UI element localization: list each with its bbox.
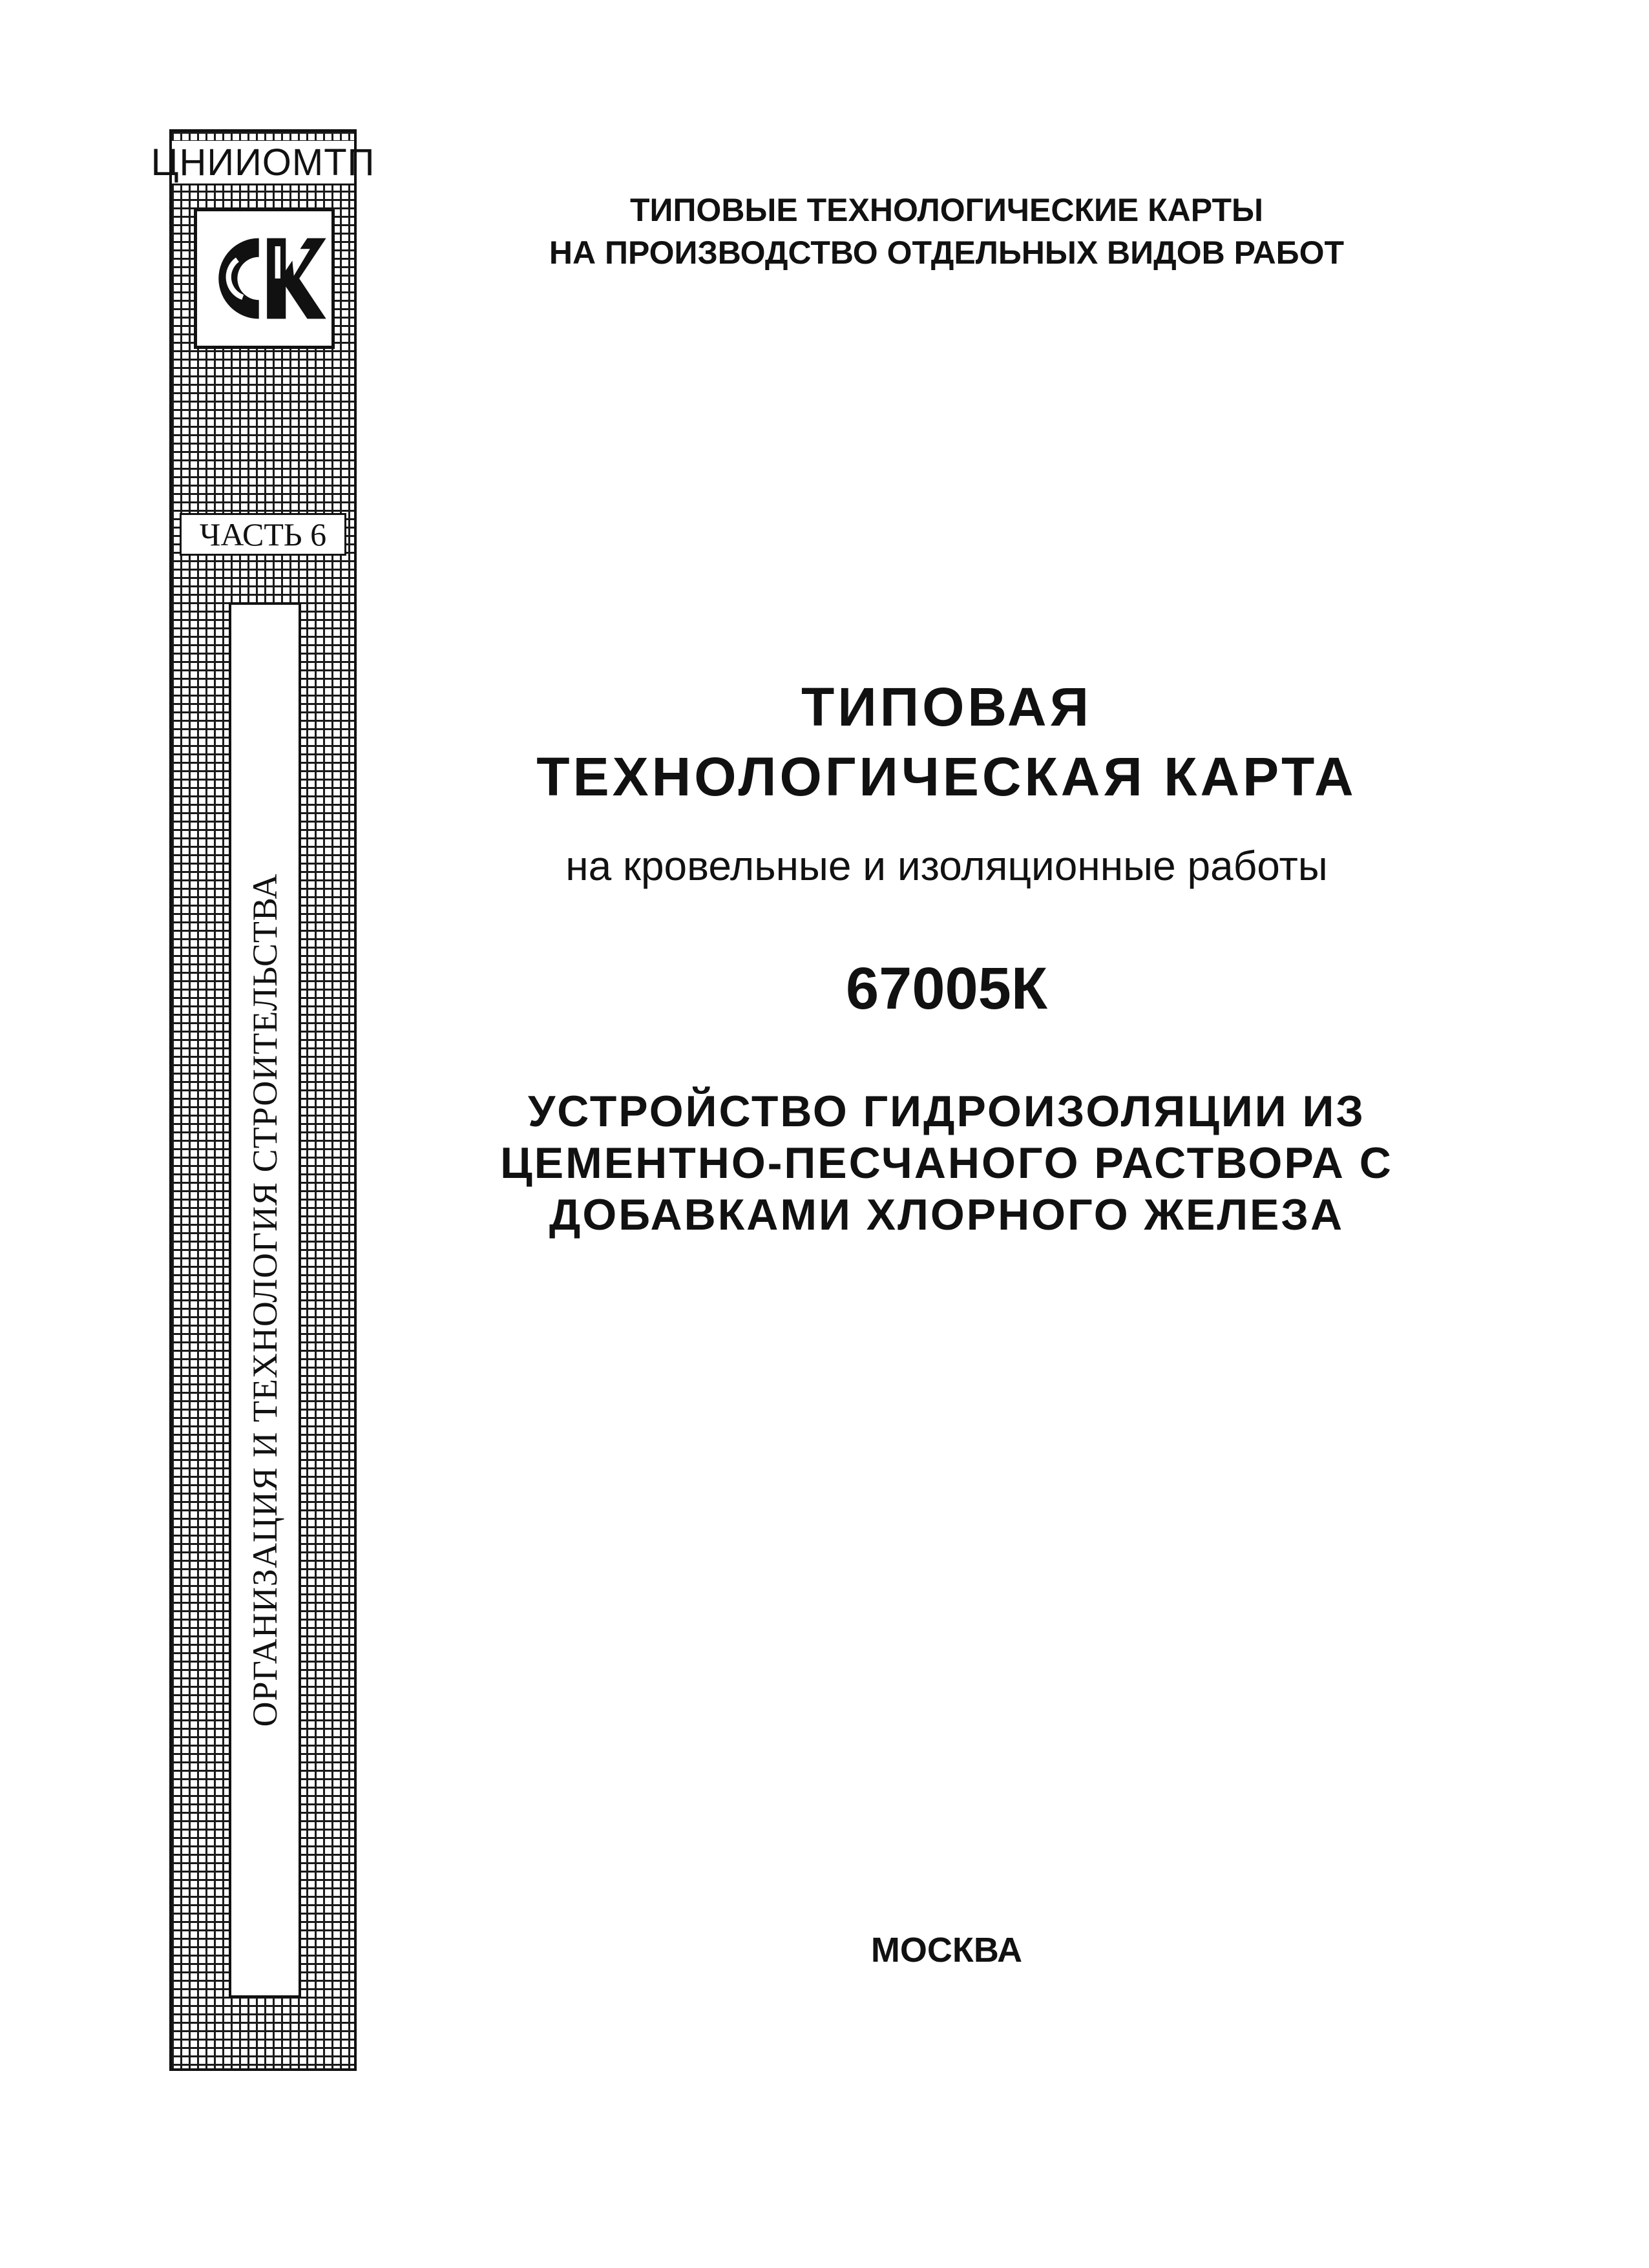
- title-line-1: ТИПОВАЯ: [801, 677, 1092, 737]
- series-line-1: ТИПОВЫЕ ТЕХНОЛОГИЧЕСКИЕ КАРТЫ: [630, 192, 1263, 228]
- organization-label: ЦНИИОМТП: [172, 141, 354, 185]
- document-code: 67005К: [846, 956, 1047, 1022]
- spine-vertical-title: ОРГАНИЗАЦИЯ И ТЕХНОЛОГИЯ СТРОИТЕЛЬСТВА: [246, 873, 284, 1727]
- part-label: ЧАСТЬ 6: [180, 513, 346, 556]
- document-title: [388, 672, 1506, 812]
- spine-title-panel: [229, 602, 301, 1998]
- spine-band: [151, 129, 375, 2071]
- topic-line-2: ЦЕМЕНТНО-ПЕСЧАНОГО РАСТВОРА С: [500, 1139, 1393, 1188]
- topic-line-3: ДОБАВКАМИ ХЛОРНОГО ЖЕЛЕЗА: [549, 1190, 1345, 1239]
- title-line-2: ТЕХНОЛОГИЧЕСКАЯ КАРТА: [536, 746, 1357, 807]
- document-topic: [388, 1086, 1506, 1241]
- document-subtitle: на кровельные и изоляционные работы: [565, 843, 1328, 889]
- series-line-2: НА ПРОИЗВОДСТВО ОТДЕЛЬНЫХ ВИДОВ РАБОТ: [549, 235, 1345, 271]
- publication-city: МОСКВА: [870, 1931, 1023, 1969]
- series-heading: [388, 189, 1506, 274]
- sk-logo-icon: [194, 208, 335, 349]
- topic-line-1: УСТРОЙСТВО ГИДРОИЗОЛЯЦИИ ИЗ: [527, 1087, 1365, 1136]
